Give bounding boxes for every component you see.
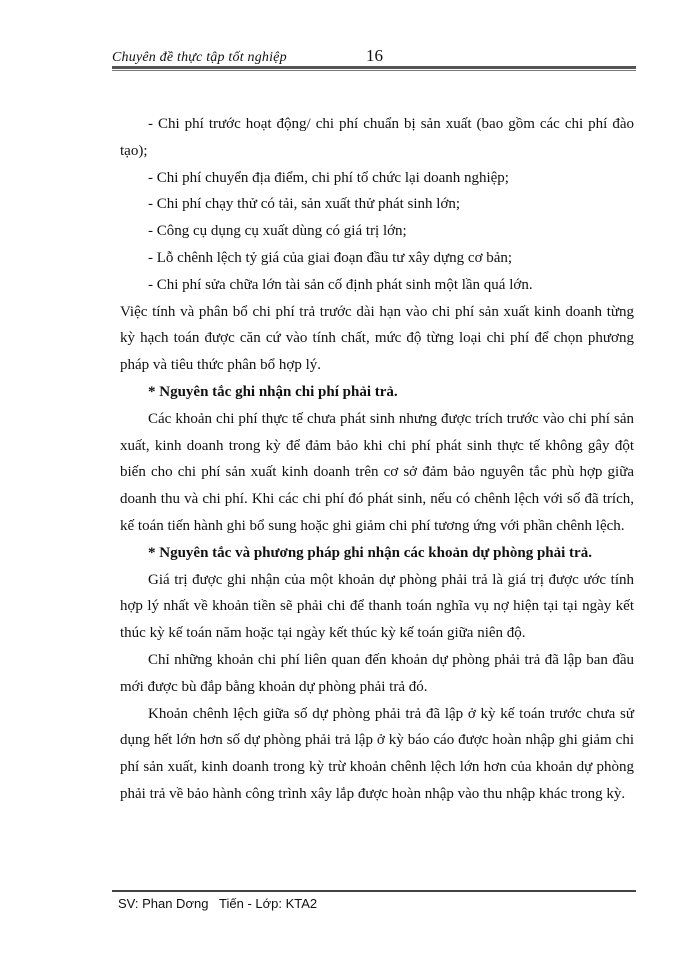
paragraph-payable: Các khoản chi phí thực tế chưa phát sinh nhưng được trích trước vào chi phí sản xuất, kinh doanh trong kỳ để đảm bảo khi chi phí phát sinh thực tế không gây đột biến cho chi phí sản xuất kinh doanh trên cơ sở đảm bảo nguyên tắc phù hợp giữa doanh thu và chi phí. Khi các chi phí đó phát sinh, nếu có chênh lệch với số đã trích, kế toán tiến hành ghi bổ sung hoặc ghi giảm chi phí tương ứng với phần chênh lệch. — [120, 410, 634, 534]
section-heading-provision: * Nguyên tắc và phương pháp ghi nhận các khoản dự phòng phải trả. — [148, 544, 592, 561]
section-heading-payable: * Nguyên tắc ghi nhận chi phí phải trả. — [148, 383, 398, 400]
footer-rule — [112, 890, 636, 892]
header-rule-thin — [112, 70, 636, 71]
paragraph-provision-3: Khoản chênh lệch giữa số dự phòng phải trả đã lập ở kỳ kế toán trước chưa sử dụng hết lớn hơn số dự phòng phải trả lập ở kỳ báo cáo được hoàn nhập ghi giảm chi phí sản xuất, kinh doanh trong kỳ trừ khoản chênh lệch lớn hơn của khoản dự phòng phải trả về bảo hành công trình xây lắp được hoàn nhập vào thu nhập khác trong kỳ. — [120, 705, 634, 802]
paragraph-provision-1: Giá trị được ghi nhận của một khoản dự phòng phải trả là giá trị được ước tính hợp lý nhất về khoản tiền sẽ phải chi để thanh toán nghĩa vụ nợ hiện tại tại ngày kết thúc kỳ kế toán năm hoặc tại ngày kết thúc kỳ kế toán giữa niên độ. — [120, 571, 634, 642]
paragraph-provision-2: Chỉ những khoản chi phí liên quan đến khoản dự phòng phải trả đã lập ban đầu mới được bù đắp bằng khoản dự phòng phải trả đó. — [120, 651, 634, 695]
header-rule — [112, 66, 636, 69]
footer-text: SV: Phan Dơng Tiến - Lớp: KTA2 — [118, 896, 318, 911]
bullet-item: - Chi phí chuyển địa điểm, chi phí tổ chức lại doanh nghiệp; — [148, 169, 509, 186]
bullet-item: - Chi phí trước hoạt động/ chi phí chuẩn bị sản xuất (bao gồm các chi phí đào tạo); — [120, 116, 634, 159]
paragraph-allocation: Việc tính và phân bổ chi phí trả trước dài hạn vào chi phí sản xuất kinh doanh từng kỳ hạch toán được căn cứ vào tính chất, mức độ từng loại chi phí để chọn phương pháp và tiêu thức phân bổ hợp lý. — [120, 303, 634, 374]
bullet-item: - Chi phí chạy thử có tải, sản xuất thử phát sinh lớn; — [148, 196, 461, 213]
document-body — [120, 111, 634, 808]
page-header — [112, 44, 636, 66]
header-title: Chuyên đề thực tập tốt nghiệp — [112, 50, 287, 65]
bullet-item: - Lỗ chênh lệch tỷ giá của giai đoạn đầu tư xây dựng cơ bản; — [148, 249, 513, 266]
bullet-item: - Chi phí sửa chữa lớn tài sản cố định phát sinh một lần quá lớn. — [148, 276, 533, 293]
bullet-item: - Công cụ dụng cụ xuất dùng có giá trị lớn; — [148, 223, 407, 240]
page-number: 16 — [366, 46, 383, 65]
